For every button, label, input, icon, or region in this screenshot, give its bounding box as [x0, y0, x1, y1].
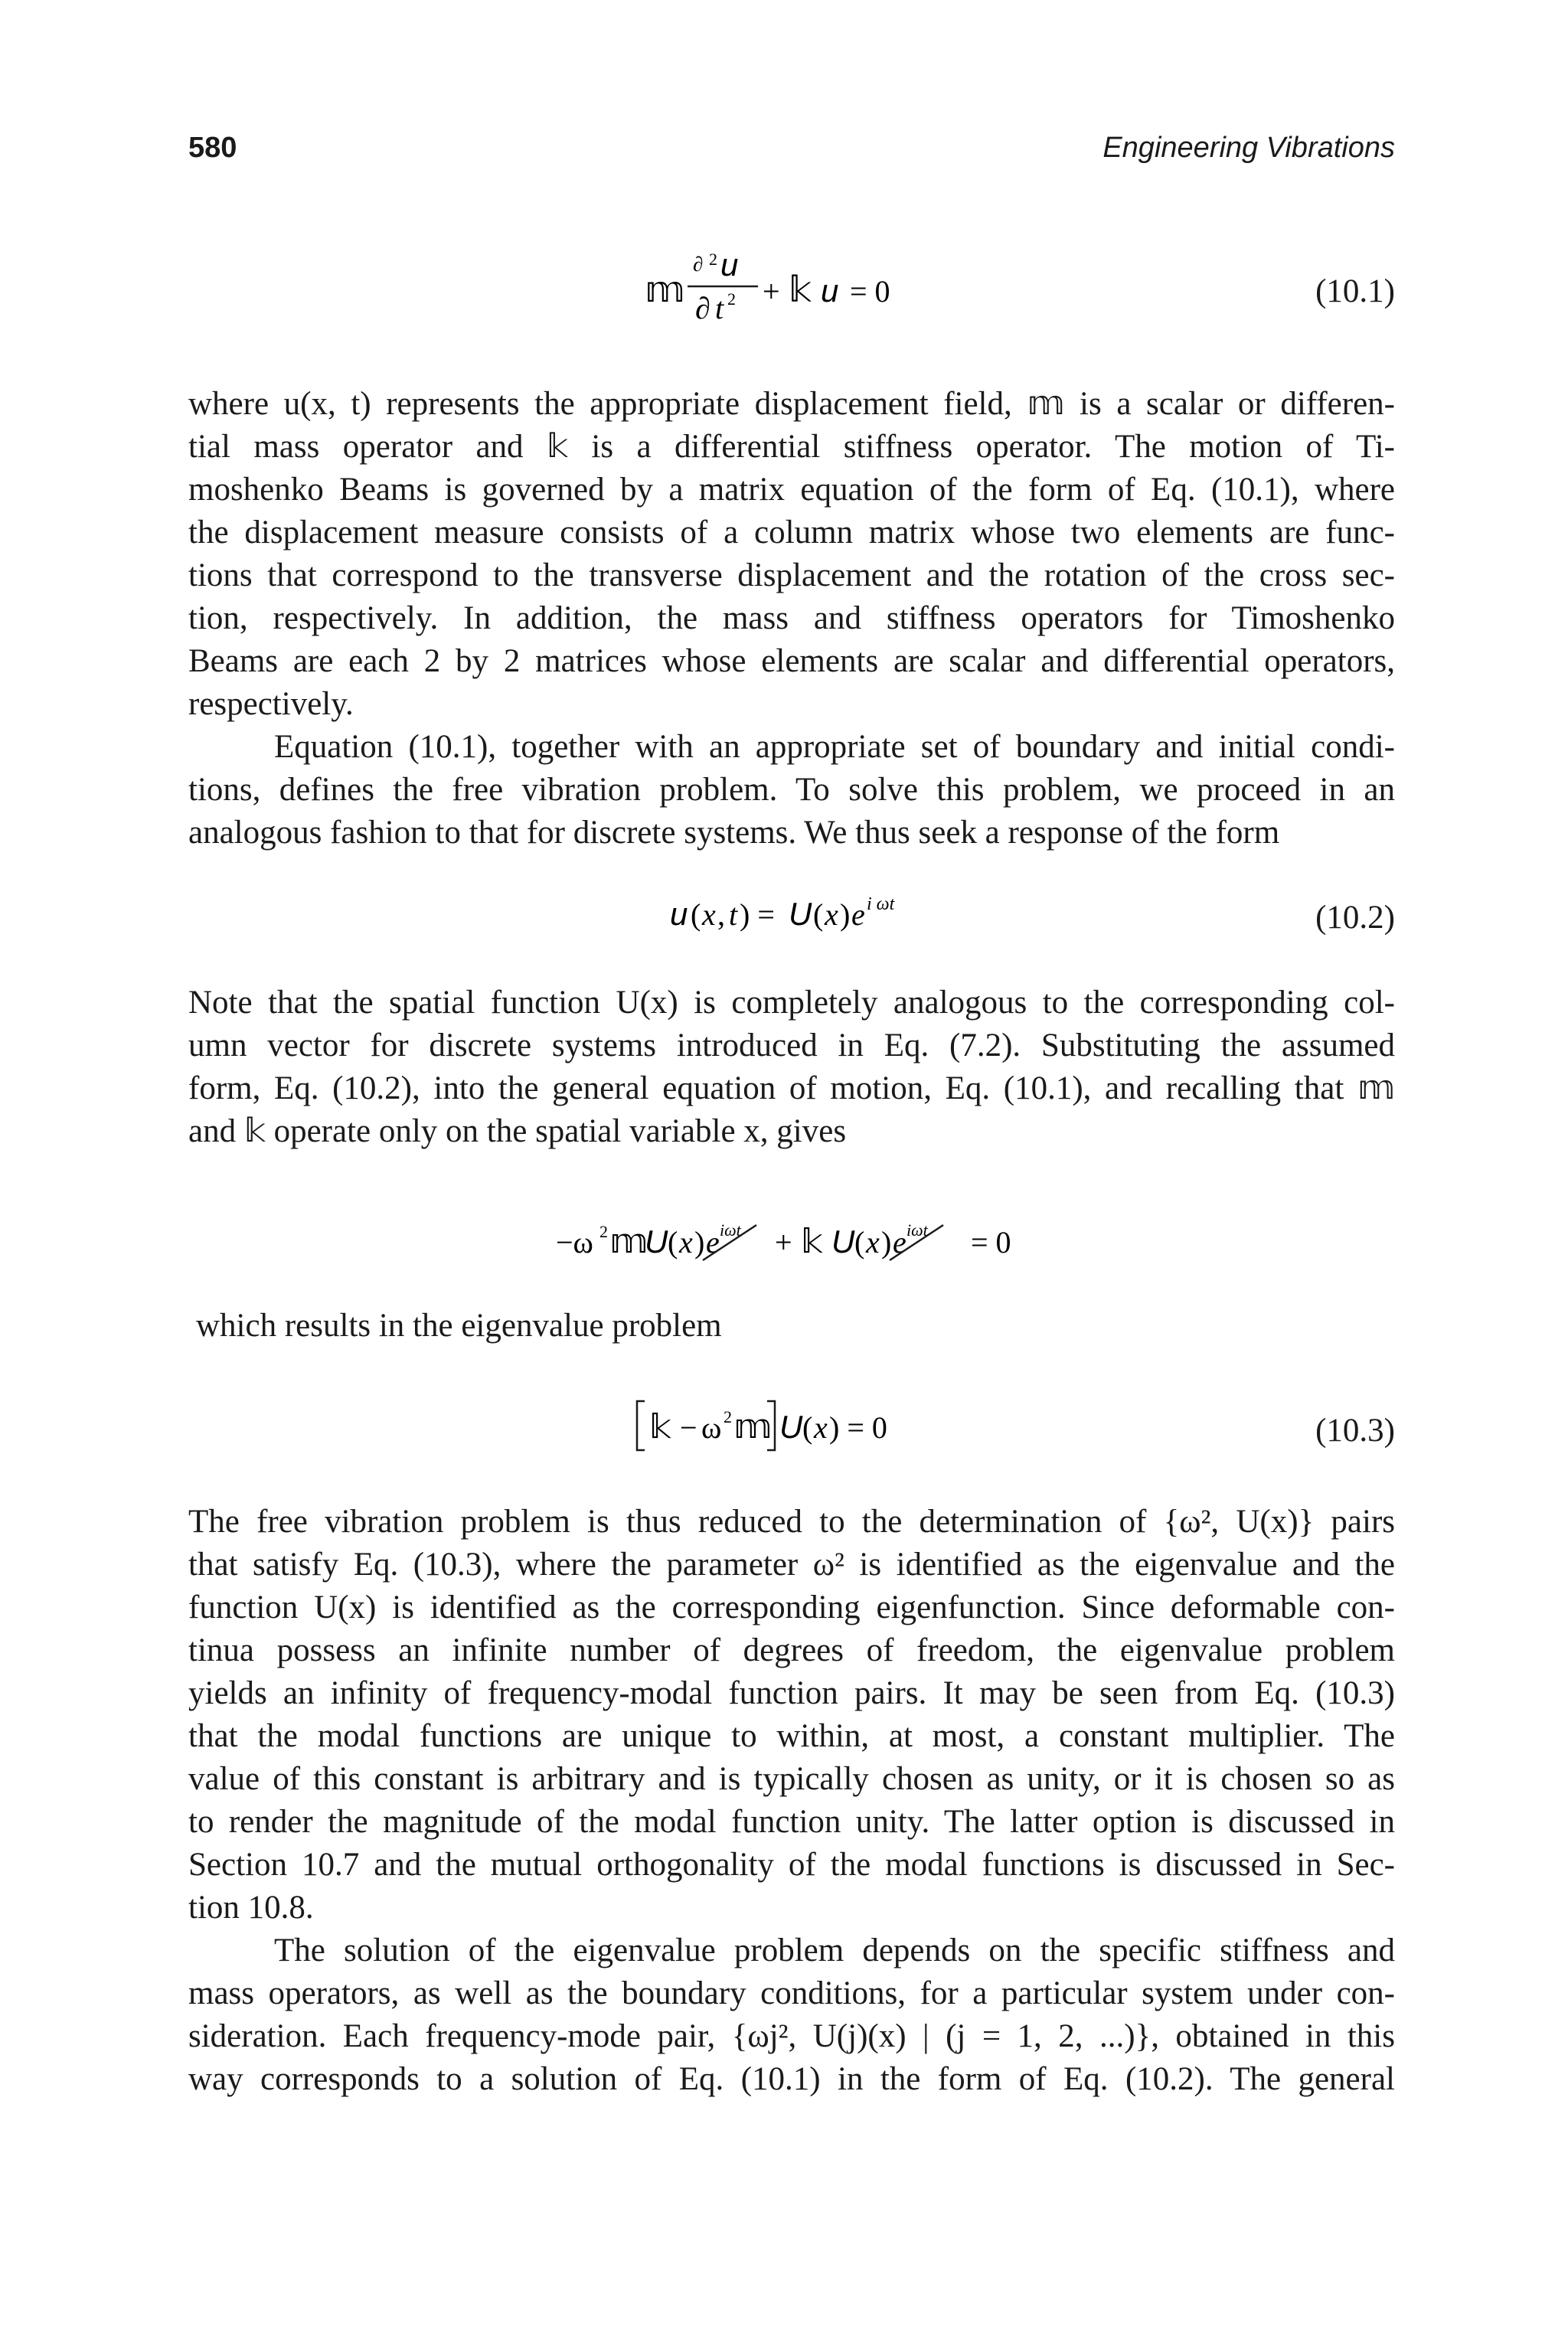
- paragraph-2: [188, 726, 1395, 854]
- svg-text:): ): [694, 1225, 705, 1259]
- svg-text:𝕜: 𝕜: [801, 1222, 823, 1261]
- svg-text:x: x: [702, 897, 716, 932]
- svg-text:(: (: [802, 1410, 813, 1445]
- text-line: moshenko Beams is governed by a matrix equation of the form of Eq. (10.1), where: [188, 472, 1395, 508]
- svg-text:): ): [881, 1225, 892, 1259]
- paragraph-6: [188, 1929, 1395, 2101]
- equation-10-1-formula: [0, 236, 1225, 335]
- stiffness-operator-symbol: 𝕜: [789, 269, 812, 310]
- equation-10-3-formula: [0, 1390, 1225, 1459]
- text-line: tion 10.8.: [188, 1890, 314, 1926]
- equation-10-1: [0, 236, 1568, 328]
- svg-text:x: x: [825, 897, 838, 932]
- text-line: Beams are each 2 by 2 matrices whose elements are scalar and differential operators,: [188, 643, 1395, 679]
- svg-text:e: e: [851, 897, 865, 932]
- text-line: that the modal functions are unique to within, at most, a constant multiplier. The: [188, 1718, 1395, 1754]
- text-line: tions that correspond to the transverse displacement and the rotation of the cross sec-: [188, 557, 1395, 593]
- svg-text:U: U: [779, 1409, 803, 1445]
- svg-text:= 0: = 0: [971, 1225, 1011, 1259]
- running-head-title: Engineering Vibrations: [1102, 132, 1395, 164]
- text-line: where u(x, t) represents the appropriate displacement field, 𝕞 is a scalar or differen-: [188, 386, 1395, 422]
- svg-text:t: t: [715, 291, 724, 325]
- svg-text:𝕞: 𝕞: [609, 1222, 648, 1261]
- svg-text:2: 2: [599, 1222, 608, 1241]
- equation-number: (10.2): [1315, 900, 1395, 936]
- svg-text:(: (: [668, 1225, 678, 1259]
- svg-text:t: t: [729, 897, 738, 932]
- text-line: The solution of the eigenvalue problem depends on the specific stiffness and: [274, 1933, 1395, 1968]
- svg-text:u: u: [670, 896, 688, 932]
- superscript-2: ∂: [693, 253, 704, 276]
- text-line: to render the magnitude of the modal function unity. The latter option is discussed in: [188, 1804, 1395, 1840]
- svg-text:iωt: iωt: [906, 1220, 928, 1240]
- equation-10-2-formula: [0, 885, 1225, 946]
- svg-text:−ω: −ω: [556, 1225, 593, 1259]
- svg-text:= 0: = 0: [850, 274, 890, 309]
- svg-text:u: u: [720, 247, 739, 283]
- equation-10-2: [0, 885, 1568, 977]
- equation-substituted-formula: [0, 1202, 1225, 1279]
- svg-text:2: 2: [727, 289, 736, 309]
- svg-text:) =: ) =: [740, 897, 775, 932]
- svg-text:x: x: [679, 1225, 693, 1259]
- svg-text:2: 2: [724, 1407, 732, 1426]
- page-number: 580: [188, 132, 237, 164]
- svg-text:): ): [840, 897, 851, 932]
- svg-text:) = 0: ) = 0: [829, 1410, 887, 1445]
- paragraph-3: [188, 982, 1395, 1153]
- paragraph-1: [188, 383, 1395, 726]
- text-line: sideration. Each frequency-mode pair, {ωj², U(j)(x) | (j = 1, 2, ...)}, obtained in this: [188, 2018, 1395, 2054]
- svg-text:U: U: [645, 1224, 668, 1259]
- svg-text:(: (: [854, 1225, 865, 1259]
- svg-text:(: (: [691, 897, 701, 932]
- svg-text:e: e: [706, 1225, 720, 1259]
- text-line: function U(x) is identified as the corresponding eigenfunction. Since deformable con-: [188, 1589, 1395, 1625]
- paragraph-4: [196, 1305, 1403, 1348]
- text-line: tions, defines the free vibration problem. To solve this problem, we proceed in an: [188, 772, 1395, 808]
- equation-number: (10.1): [1315, 273, 1395, 309]
- text-line: which results in the eigenvalue problem: [196, 1308, 722, 1344]
- text-line: The free vibration problem is thus reduced to the determination of {ω², U(x)} pairs: [188, 1504, 1395, 1540]
- text-line: respectively.: [188, 686, 354, 722]
- text-line: Note that the spatial function U(x) is completely analogous to the corresponding col-: [188, 985, 1395, 1021]
- text-line: and 𝕜 operate only on the spatial variable x, gives: [188, 1113, 847, 1149]
- svg-text:+: +: [763, 274, 780, 309]
- svg-text:∂: ∂: [695, 291, 710, 325]
- equation-number: (10.3): [1315, 1413, 1395, 1449]
- svg-text:+: +: [775, 1225, 792, 1259]
- svg-text:iωt: iωt: [720, 1220, 741, 1240]
- svg-text:2: 2: [709, 250, 717, 269]
- text-line: Section 10.7 and the mutual orthogonality of the modal functions is discussed in Sec-: [188, 1847, 1395, 1883]
- text-line: yields an infinity of frequency-modal function pairs. It may be seen from Eq. (10.3): [188, 1675, 1395, 1711]
- svg-text:𝕜: 𝕜: [649, 1407, 671, 1446]
- svg-text:−: −: [680, 1410, 697, 1445]
- text-line: form, Eq. (10.2), into the general equation of motion, Eq. (10.1), and recalling that 𝕞: [188, 1070, 1395, 1106]
- svg-text:(: (: [813, 897, 824, 932]
- text-line: value of this constant is arbitrary and is typically chosen as unity, or it is chosen so as: [188, 1761, 1395, 1797]
- text-line: tinua possess an infinite number of degrees of freedom, the eigenvalue problem: [188, 1632, 1395, 1668]
- svg-text:U: U: [831, 1224, 855, 1259]
- equation-10-3: [0, 1390, 1568, 1482]
- text-line: umn vector for discrete systems introduced in Eq. (7.2). Substituting the assumed: [188, 1028, 1395, 1063]
- text-line: way corresponds to a solution of Eq. (10.1) in the form of Eq. (10.2). The general: [188, 2061, 1395, 2097]
- svg-text:U: U: [789, 896, 812, 932]
- text-line: the displacement measure consists of a column matrix whose two elements are func-: [188, 515, 1395, 551]
- svg-text:x: x: [814, 1410, 828, 1445]
- text-line: tial mass operator and 𝕜 is a differential stiffness operator. The motion of Ti-: [188, 429, 1395, 465]
- left-bracket: [637, 1401, 645, 1450]
- text-line: that satisfy Eq. (10.3), where the parameter ω² is identified as the eigenvalue and the: [188, 1547, 1395, 1583]
- svg-text:𝕞: 𝕞: [733, 1407, 773, 1446]
- text-line: mass operators, as well as the boundary conditions, for a particular system under con-: [188, 1975, 1395, 2011]
- svg-text:x: x: [866, 1225, 880, 1259]
- svg-text:ω: ω: [701, 1410, 722, 1445]
- mass-operator-symbol: 𝕞: [645, 269, 685, 310]
- svg-text:u: u: [821, 273, 839, 309]
- text-line: analogous fashion to that for discrete systems. We thus seek a response of the form: [188, 815, 1280, 851]
- text-line: tion, respectively. In addition, the mass and stiffness operators for Timoshenko: [188, 600, 1395, 636]
- equation-substituted: [0, 1202, 1568, 1294]
- svg-text:i ωt: i ωt: [867, 894, 895, 914]
- paragraph-5: [188, 1501, 1395, 1929]
- text-line: Equation (10.1), together with an appropriate set of boundary and initial condi-: [274, 729, 1395, 765]
- svg-text:,: ,: [717, 897, 725, 932]
- svg-text:e: e: [893, 1225, 906, 1259]
